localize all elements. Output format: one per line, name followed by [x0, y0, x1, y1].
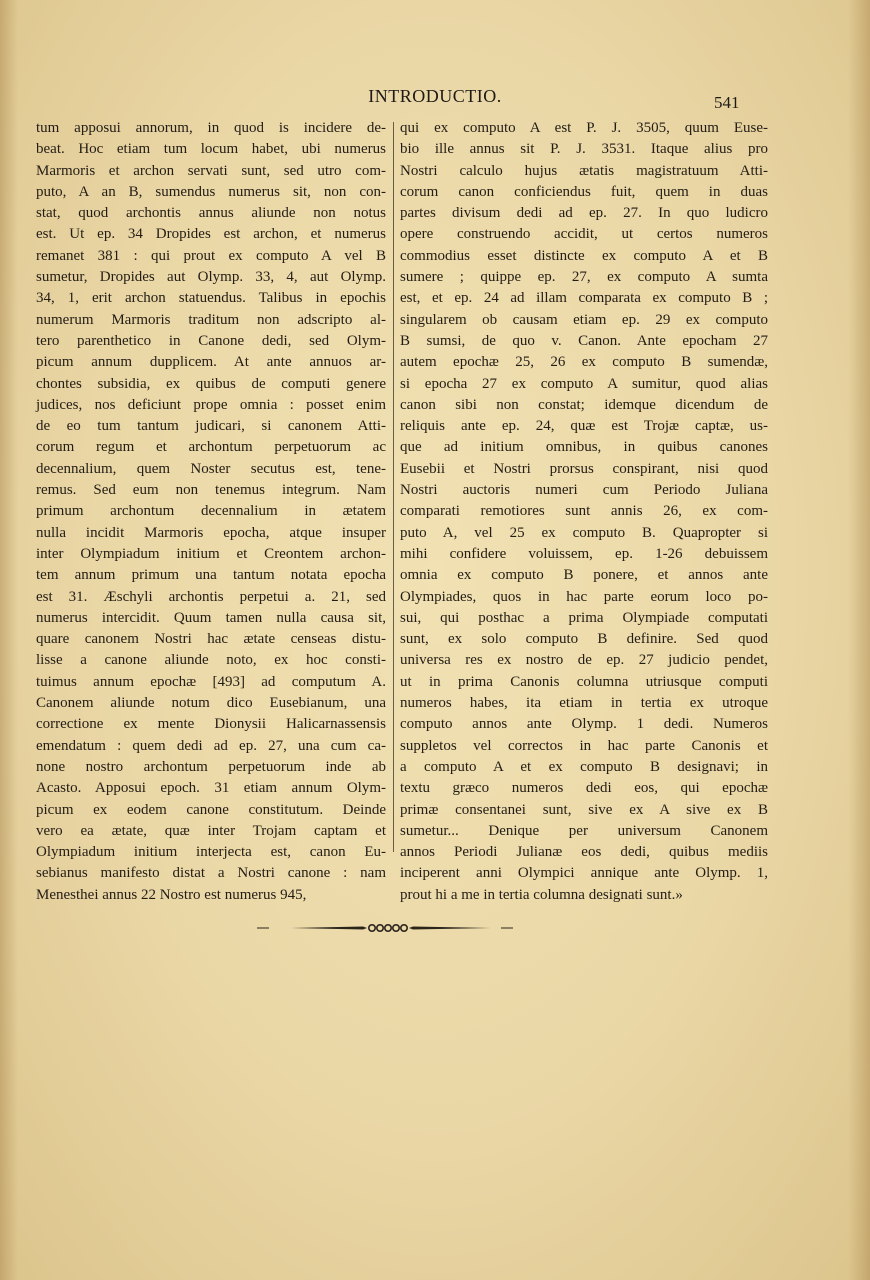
left-column-text-line: Menesthei annus 22 Nostro est numerus 945, — [36, 886, 307, 903]
left-column-text-line: 34, 1, erit archon statuendus. Talibus in epochis — [36, 290, 386, 307]
page-number: 541 — [714, 93, 740, 112]
right-column-text-line: corum canon conficiendus fuit, quem in duas — [400, 183, 768, 200]
left-text-column — [36, 118, 386, 906]
right-column-text-line: annos Periodi Julianæ eos dedi, quibus mediis — [400, 844, 768, 861]
right-column-text-line: est, et ep. 24 ad illam comparata ex computo B ; — [400, 290, 768, 307]
right-column-text-line: universa res ex nostro de ep. 27 judicio pendet, — [400, 652, 768, 669]
right-column-text-line: Olympiades, quos in hac parte eorum loco po- — [400, 588, 768, 605]
left-column-text-line: sumetur, Dropides aut Olymp. 33, 4, aut Olymp. — [36, 269, 386, 286]
left-column-text-line: correctione ex mente Dionysii Halicarnassensis — [36, 716, 386, 733]
right-column-text-line: Eusebii et Nostri prorsus conspirant, nisi quod — [400, 460, 768, 477]
left-column-text-line: tem annum primum una tantum notata epocha — [36, 567, 386, 584]
left-column-text-line: emendatum : quem dedi ad ep. 27, una cum ca- — [36, 737, 386, 754]
right-column-text-line: partes divisum dedi ad ep. 27. In quo ludicro — [400, 205, 768, 222]
left-column-text-line: judices, nos deficiunt prope omnia : posset enim — [36, 396, 386, 413]
left-column-text-line: numerus intercidit. Quum tamen nulla causa sit, — [36, 609, 386, 626]
left-column-text-line: chontes subsidia, ex quibus de computi genere — [36, 375, 386, 392]
right-column-text-line: qui ex computo A est P. J. 3505, quum Euse- — [400, 120, 768, 136]
right-column-text-line: Nostri auctoris numeri cum Periodo Juliana — [400, 482, 768, 499]
right-column-text-line: inciperent anni Olympici annique ante Olymp. 1, — [400, 865, 768, 882]
left-column-text-line: Marmoris et archon servati sunt, sed utro com- — [36, 162, 386, 179]
right-column-text-line: textu græco numeros dedi eos, qui epochæ — [400, 780, 768, 797]
left-column-text-line: tum apposui annorum, in quod is incidere de- — [36, 120, 386, 136]
left-column-text-line: vero ea ætate, quæ inter Trojam captam et — [36, 822, 386, 839]
left-column-text-line: picum ex eodem canone constitutum. Deinde — [36, 801, 386, 818]
right-column-text-line: autem epochæ 25, 26 ex computo B sumendæ, — [400, 354, 768, 371]
left-column-text-line: Olympiadum initium interjecta est, canon Eu- — [36, 844, 386, 861]
right-column-text-line: sui, qui posthac a prima Olympiade computati — [400, 609, 768, 626]
right-column-text-line: singularem ob causam etiam ep. 29 ex computo — [400, 311, 768, 328]
right-column-text-line: Nostri calculo hujus ætatis magistratuum Atti- — [400, 162, 768, 179]
right-text-column — [400, 118, 768, 906]
right-column-text-line: opere construendo accidit, ut certos numeros — [400, 226, 768, 243]
left-column-text-line: Acasto. Apposui epoch. 31 etiam annum Olym- — [36, 780, 386, 797]
tailpiece-ornament — [255, 916, 515, 940]
column-divider-rule — [393, 122, 394, 852]
right-column-text-line: que ad initium omnibus, in quibus canones — [400, 439, 768, 456]
right-column-text-line: prout hi a me in tertia columna designati sunt.» — [400, 886, 683, 903]
right-column-text-line: ut in prima Canonis columna utriusque computi — [400, 673, 768, 690]
right-column-text-line: B sumsi, de quo v. Canon. Ante epocham 27 — [400, 332, 768, 349]
right-column-text-line: mihi confidere voluissem, ep. 1-26 debuissem — [400, 545, 768, 562]
left-column-text-line: quare canonem Nostri hac ætate censeas distu- — [36, 631, 386, 648]
left-column-text-line: picum annum dupplicem. At ante annuos ar- — [36, 354, 386, 371]
left-column-text-line: tuimus annum epochæ [493] ad computum A. — [36, 673, 386, 690]
left-column-text-line: tero parenthetico in Canone dedi, sed Olym- — [36, 332, 386, 349]
right-column-text-line: sumetur... Denique per universum Canonem — [400, 822, 768, 839]
left-column-text-line: est 31. Æschyli archontis perpetui a. 21, sed — [36, 588, 386, 605]
left-column-text-line: Canonem aliunde notum dico Eusebianum, una — [36, 695, 386, 712]
right-column-text-line: primæ consentanei sunt, sive ex A sive ex B — [400, 801, 768, 818]
right-column-text-line: a computo A et ex computo B designavi; in — [400, 758, 768, 775]
left-column-text-line: corum regum et archontum perpetuorum ac — [36, 439, 386, 456]
right-column-text-line: canon sibi non constat; idemque dicendum de — [400, 396, 768, 413]
left-column-text-line: est. Ut ep. 34 Dropides est archon, et numerus — [36, 226, 386, 243]
right-column-text-line: computo annos ante Olymp. 1 dedi. Numeros — [400, 716, 768, 733]
left-column-text-line: inter Olympiadum initium et Creontem archon- — [36, 545, 386, 562]
right-column-text-line: reliquis ante ep. 24, quæ est Trojæ captæ, us- — [400, 418, 768, 435]
running-head-title: INTRODUCTIO. — [368, 86, 502, 106]
left-column-text-line: none nostro archontum perpetuorum inde ab — [36, 758, 386, 775]
left-column-text-line: numerum Marmoris traditum non adscripto al- — [36, 311, 386, 328]
left-column-text-line: primum archontum decennalium in ætatem — [36, 503, 386, 520]
left-column-text-line: nulla incidit Marmoris epocha, atque insuper — [36, 524, 386, 541]
left-column-text-line: remus. Sed eum non tenemus integrum. Nam — [36, 482, 386, 499]
left-column-text-line: remanet 381 : qui prout ex computo A vel B — [36, 247, 386, 264]
right-column-text-line: sumere ; quippe ep. 27, ex computo A sumta — [400, 269, 768, 286]
left-column-text-line: decennalium, quem Noster secutus est, tene- — [36, 460, 386, 477]
right-column-text-line: numeros habes, ita etiam in tertia ex utroque — [400, 695, 768, 712]
left-column-text-line: de eo tum tantum judicari, si canonem Atti- — [36, 418, 386, 435]
right-column-text-line: bio ille annus sit P. J. 3531. Itaque alius pro — [400, 141, 768, 158]
left-column-text-line: puto, A an B, sumendus numerus sit, non con- — [36, 183, 386, 200]
left-column-text-line: sebianus manifesto distat a Nostri canone : nam — [36, 865, 386, 882]
right-column-text-line: comparati remotiores sunt annis 26, ex com- — [400, 503, 768, 520]
right-column-text-line: puto A, vel 25 ex computo B. Quapropter si — [400, 524, 768, 541]
right-column-text-line: suppletos vel correctos in hac parte Canonis et — [400, 737, 768, 754]
right-column-text-line: commodius esset distincte ex computo A et B — [400, 247, 768, 264]
right-column-text-line: omnia ex computo B ponere, et annos ante — [400, 567, 768, 584]
left-column-text-line: beat. Hoc etiam tum locum habet, ubi numerus — [36, 141, 386, 158]
right-column-text-line: sunt, ex solo computo B definire. Sed quod — [400, 631, 768, 648]
left-column-text-line: lisse a canone aliunde noto, ex hoc consti- — [36, 652, 386, 669]
left-column-text-line: stat, quod archontis annus aliunde non notus — [36, 205, 386, 222]
right-column-text-line: si epocha 27 ex computo A sumitur, quod alias — [400, 375, 768, 392]
